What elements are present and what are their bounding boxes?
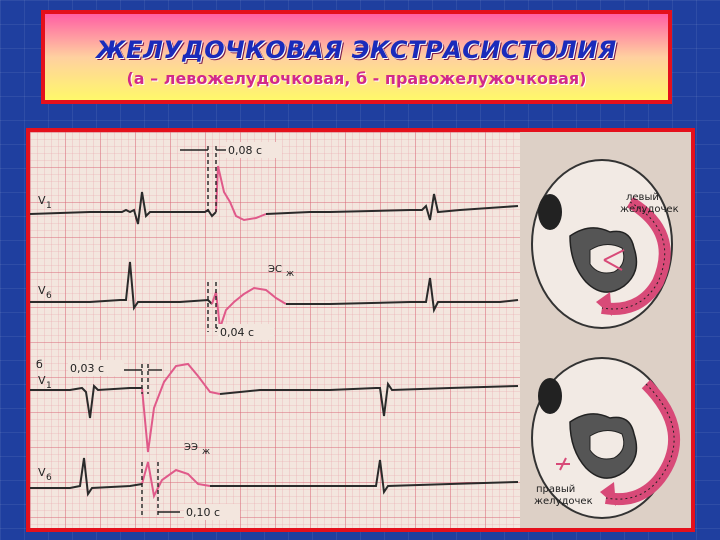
heart-a-label-line1: левый (626, 192, 659, 203)
slide-title: ЖЕЛУДОЧКОВАЯ ЭКСТРАСИСТОЛИЯ (96, 36, 617, 64)
interval-a-bottom: 0,04 с (220, 326, 255, 339)
interval-b-top: 0,03 с (70, 362, 105, 375)
es-sub-b: ж (202, 447, 211, 457)
ecg-illustration (30, 132, 691, 528)
panel-b-marker: б (36, 358, 43, 371)
ecg-figure (26, 128, 695, 532)
lead-a-v6-sub: 6 (46, 291, 52, 301)
lead-a-v1-sub: 1 (46, 201, 52, 211)
interval-b-bottom: 0,10 с (186, 506, 221, 519)
heart-b-label-line1: правый (536, 484, 576, 495)
lead-a-v1: V (38, 194, 46, 207)
es-sub-a: ж (286, 269, 295, 279)
heart-a-label-line2: желудочек (620, 204, 679, 215)
ecg-grid (30, 132, 520, 528)
es-label-a: ЭС (268, 264, 282, 275)
heart-b-label-line2: желудочек (534, 496, 593, 507)
lead-b-v6-sub: 6 (46, 473, 52, 483)
heart-diagram-a (532, 160, 672, 328)
lead-b-v6: V (38, 466, 46, 479)
interval-a-top: 0,08 с (228, 144, 263, 157)
lead-b-v1: V (38, 374, 46, 387)
title-banner (41, 10, 672, 104)
lead-b-v1-sub: 1 (46, 381, 52, 391)
es-label-b: ЭЭ (184, 442, 198, 453)
lead-a-v6: V (38, 284, 46, 297)
slide-subtitle: (а – левожелудочковая, б - правожелужочковая) (126, 69, 587, 88)
